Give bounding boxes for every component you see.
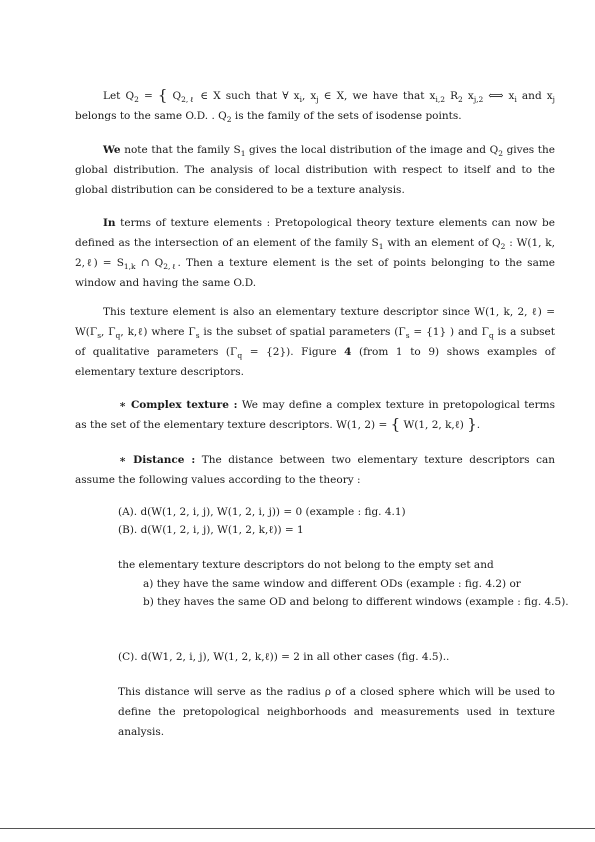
bottom-rule [0,828,595,829]
case-a: (A). d(W(1, 2, i, j), W(1, 2, i, j)) = 0 (example : fig. 4.1) [118,506,406,518]
paragraph-elementary-descriptor: This texture element is also an elementary texture descriptor since W(1, k, 2, ℓ) = $W(\Gamma_s$, $\Gamma_q$, k,ℓ) where $\Gamma_s$ is the subset of spatial parameters ($\Gamma_s = \{1\}$ ) and $\Gamma_q$ is a subset of qualitative parameters $(\Gamma_q = \{2\})$. Figure 4 (from 1 to 9) shows examples of elementary texture descriptors. [75,306,555,378]
case-b-option-a: a) they have the same window and different ODs (example : fig. 4.2) or [143,578,521,590]
case-b: (B). d(W(1, 2, i, j), W(1, 2, k,ℓ)) = 1 [118,524,304,536]
paragraph-definition-q2: Let $Q_2$ = { $Q_{2,\ell}$ ∈ X such that ∀ $x_i$, $x_j$ ∈ X, we have that $x_{i,2}$ $R_2$ $x_{j,2}$ ⟺ $x_i$ and $x_j$ belongs to the same O.D. . $Q_2$ is the family of the sets of isodense points. [75,86,555,124]
case-c: (C). d(W1, 2, i, j), W(1, 2, k,ℓ)) = 2 in all other cases (fig. 4.5).. [118,651,450,663]
case-b-option-b: b) they haves the same OD and belong to different windows (example : fig. 4.5). [143,596,569,608]
paragraph-local-global: We note that the family $S_1$ gives the local distribution of the image and $Q_2$ gives the global distribution. The analysis of local distribution with respect to itself and to the global distribution can be considered to be a texture analysis. [75,144,555,196]
paragraph-radius: This distance will serve as the radius ρ of a closed sphere which will be used to define the pretopological neighborhoods and measurements used in texture analysis. [118,686,555,738]
paragraph-distance: ∗ Distance : The distance between two elementary texture descriptors can assume the following values according to the theory : [75,454,555,486]
paragraph-complex-texture: ∗ Complex texture : We may define a complex texture in pretopological terms as the set of the elementary texture descriptors. W(1, 2) = { W(1, 2, k,ℓ) }. [75,399,555,433]
paragraph-texture-elements: In terms of texture elements : Pretopological theory texture elements can now be defined as the intersection of an element of the family $S_1$ with an element of $Q_2$ : W(1, k, 2,ℓ) = $S_{1,k}$ ∩ $Q_{2,\ell}$. Then a texture element is the set of points belonging to the same window and having the same O.D. [75,217,555,289]
case-b-intro: the elementary texture descriptors do not belong to the empty set and [118,559,494,571]
